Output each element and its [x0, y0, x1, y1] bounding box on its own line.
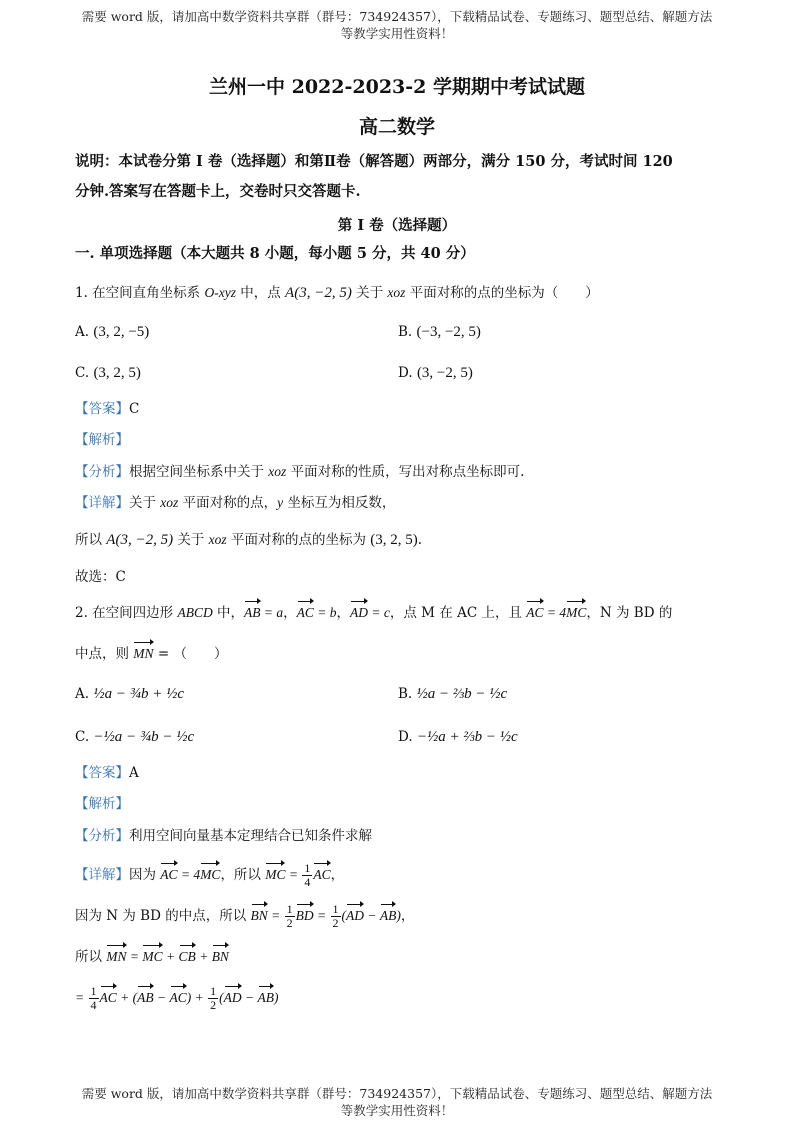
- conclusion-result: (3, 2, 5): [370, 532, 418, 548]
- vector-mn: MN: [133, 644, 153, 664]
- q1-stem-text: 1. 在空间直角坐标系: [75, 285, 205, 301]
- fenxi-tag: 【分析】: [75, 464, 129, 480]
- option-value: (3, 2, 5): [93, 365, 141, 381]
- answer-value: C: [129, 401, 140, 417]
- answer-value: A: [129, 765, 139, 781]
- fenxi-plane: xoz: [268, 464, 287, 479]
- detail-y: y: [277, 495, 284, 510]
- option-value: −½a − ¾b − ½c: [93, 729, 195, 745]
- fraction-one-quarter: $\frac{1}{4}$: [304, 861, 311, 889]
- option-label: A.: [75, 686, 90, 702]
- vector-ac: AC: [313, 865, 330, 885]
- conclusion-text: 所以: [75, 532, 107, 548]
- option-label: B.: [398, 686, 413, 702]
- bn-text: ，: [400, 908, 415, 924]
- q2-eq-b: = b: [313, 605, 337, 620]
- header-notice-line2: 等教学实用性资料！: [340, 26, 454, 41]
- q1-fenxi: [75, 462, 524, 482]
- q1-stem-text: 中，点: [235, 285, 286, 301]
- detail-text: 坐标互为相反数，: [283, 495, 396, 511]
- vector-ad: AD: [346, 906, 364, 926]
- q2-option-d: [398, 727, 518, 747]
- fenxi-text: 平面对称的性质，写出对称点坐标即可.: [286, 464, 525, 480]
- q1-conclusion: [75, 530, 422, 550]
- q1-stem-text: 关于: [351, 285, 388, 301]
- q2-stem-text: 中，: [212, 605, 245, 621]
- option-value: (−3, −2, 5): [416, 324, 481, 340]
- q1-answer: [75, 399, 139, 419]
- option-value: −½a + ⅔b − ½c: [416, 729, 518, 745]
- answer-tag: 【答案】: [75, 401, 129, 417]
- q2-answer: [75, 763, 139, 783]
- q2-option-a: [75, 684, 184, 704]
- q1-option-d: [398, 363, 473, 383]
- mn-text: 所以: [75, 949, 107, 965]
- detail-tag: 【详解】: [75, 495, 129, 511]
- option-label: A.: [75, 324, 90, 340]
- footer-notice-line1: 需要 word 版，请加高中数学资料共享群（群号：734924357），下载精品试卷、专题练习、题型总结、解题方法: [81, 1086, 713, 1101]
- fraction-one-quarter: $\frac{1}{4}$: [90, 984, 97, 1012]
- option-label: B.: [398, 324, 413, 340]
- detail-text: ，: [330, 867, 345, 883]
- q1-choose: 故选：C: [75, 569, 126, 585]
- conclusion-plane: xoz: [208, 532, 227, 547]
- q1-detail: [75, 493, 395, 513]
- q2-option-c: [75, 727, 194, 747]
- instructions-line2: 分钟.答案写在答题卡上，交卷时只交答题卡.: [75, 183, 361, 200]
- option-label: D.: [398, 365, 413, 381]
- vector-bd: BD: [296, 906, 314, 926]
- q2-eq-4: = 4: [543, 605, 567, 620]
- q2-stem-text: ，N 为 BD 的: [586, 605, 673, 621]
- bn-text: 因为 N 为 BD 的中点，所以: [75, 908, 251, 924]
- vector-ab: AB: [380, 906, 397, 926]
- q2-stem-line2: [75, 644, 227, 664]
- vector-cb: CB: [179, 947, 196, 967]
- q2-eq-a: = a: [260, 605, 284, 620]
- part-title: 第 I 卷（选择题）: [337, 217, 457, 234]
- fraction-one-half: $\frac{1}{2}$: [332, 902, 339, 930]
- q2-expansion-line: = $\frac{1}{4}$ AC + (AB − AC) + $\frac{1}{2}$ (AD − AB): [75, 984, 279, 1012]
- answer-tag: 【答案】: [75, 765, 129, 781]
- q2-fenxi: [75, 826, 372, 846]
- exam-subtitle: 高二数学: [358, 116, 435, 138]
- vector-ac: AC: [170, 988, 187, 1008]
- q1-stem: [75, 283, 599, 303]
- detail-text: 因为: [129, 867, 161, 883]
- q2-stem-text: = （ ）: [153, 646, 228, 662]
- vector-ad: AD: [350, 603, 368, 623]
- fenxi-text: 根据空间坐标系中关于: [129, 464, 269, 480]
- option-label: C.: [75, 365, 90, 381]
- vector-bn: BN: [212, 947, 229, 967]
- q2-stem-text: 中点，则: [75, 646, 134, 662]
- q1-option-b: [398, 322, 481, 342]
- q2-mn-line: 所以 MN = MC + CB + BN: [75, 949, 229, 965]
- vector-ac: AC: [526, 603, 543, 623]
- q2-bn-line: 因为 N 为 BD 的中点，所以 BN = $\frac{1}{2}$ BD = $\frac{1}{2}$ (AD − AB)，: [75, 902, 415, 930]
- detail-text: 关于: [129, 495, 161, 511]
- q2-analysis-tag: 【解析】: [75, 796, 129, 812]
- option-value: ½a − ⅔b − ½c: [416, 686, 508, 702]
- vector-ac: AC: [297, 603, 314, 623]
- conclusion-text: 平面对称的点的坐标为: [226, 532, 371, 548]
- conclusion-text: .: [417, 532, 423, 548]
- q2-eq-c: = c: [368, 605, 390, 620]
- option-value: ½a − ¾b + ½c: [93, 686, 184, 702]
- footer-notice-line2: 等教学实用性资料！: [340, 1103, 454, 1118]
- vector-ab: AB: [258, 988, 275, 1008]
- fenxi-tag: 【分析】: [75, 828, 129, 844]
- vector-ab: AB: [244, 603, 261, 623]
- q2-stem-text: 2. 在空间四边形: [75, 605, 178, 621]
- detail-tag: 【详解】: [75, 867, 129, 883]
- vector-ac: AC: [100, 988, 117, 1008]
- q2-eq-4: = 4: [177, 867, 201, 882]
- fenxi-text: 利用空间向量基本定理结合已知条件求解: [129, 828, 372, 844]
- q2-quadrilateral: ABCD: [177, 605, 213, 620]
- option-value: (3, 2, −5): [93, 324, 150, 340]
- fraction-one-half: $\frac{1}{2}$: [210, 984, 217, 1012]
- q1-point: A(3, −2, 5): [285, 285, 352, 301]
- header-notice-line1: 需要 word 版，请加高中数学资料共享群（群号：734924357），下载精品试卷、专题练习、题型总结、解题方法: [81, 9, 713, 24]
- vector-mc: MC: [566, 603, 586, 623]
- option-label: C.: [75, 729, 90, 745]
- vector-mc: MC: [265, 865, 285, 885]
- section-title: 一. 单项选择题（本大题共 8 小题，每小题 5 分，共 40 分）: [75, 245, 475, 262]
- q2-stem-line1: 2. 在空间四边形 ABCD 中，AB = a，AC = b，AD = c，点 M 在 AC 上，且 AC = 4MC，N 为 BD 的: [75, 605, 673, 621]
- instructions-line1: 说明：本试卷分第 I 卷（选择题）和第Ⅱ卷（解答题）两部分，满分 150 分，考试时间 120: [75, 153, 673, 170]
- footer-notice: [0, 1085, 794, 1119]
- vector-mn: MN: [106, 947, 126, 967]
- vector-ad: AD: [224, 988, 242, 1008]
- fraction-one-half: $\frac{1}{2}$: [286, 902, 293, 930]
- q2-option-b: [398, 684, 507, 704]
- detail-text: ，所以: [220, 867, 266, 883]
- vector-ab: AB: [137, 988, 154, 1008]
- conclusion-point: A(3, −2, 5): [106, 532, 174, 548]
- q1-stem-text: 平面对称的点的坐标为（ ）: [405, 285, 599, 301]
- detail-plane: xoz: [160, 495, 179, 510]
- q1-option-c: [75, 363, 141, 383]
- option-value: (3, −2, 5): [416, 365, 473, 381]
- vector-bn: BN: [251, 906, 268, 926]
- q1-plane: xoz: [387, 285, 406, 300]
- q2-detail: 【详解】因为 AC = 4MC，所以 MC = $\frac{1}{4}$ AC，: [75, 861, 345, 889]
- option-label: D.: [398, 729, 413, 745]
- vector-mc: MC: [200, 865, 220, 885]
- header-notice: [0, 8, 794, 42]
- q2-stem-text: ，点 M 在 AC 上，且: [389, 605, 527, 621]
- vector-ac: AC: [160, 865, 177, 885]
- q1-option-a: [75, 322, 149, 342]
- q1-analysis-tag: 【解析】: [75, 432, 129, 448]
- vector-mc: MC: [142, 947, 162, 967]
- detail-text: 平面对称的点，: [178, 495, 278, 511]
- conclusion-text: 关于: [173, 532, 209, 548]
- q1-coordinate-system: O-xyz: [204, 285, 236, 300]
- exam-title: 兰州一中 2022-2023-2 学期期中考试试题: [209, 76, 585, 98]
